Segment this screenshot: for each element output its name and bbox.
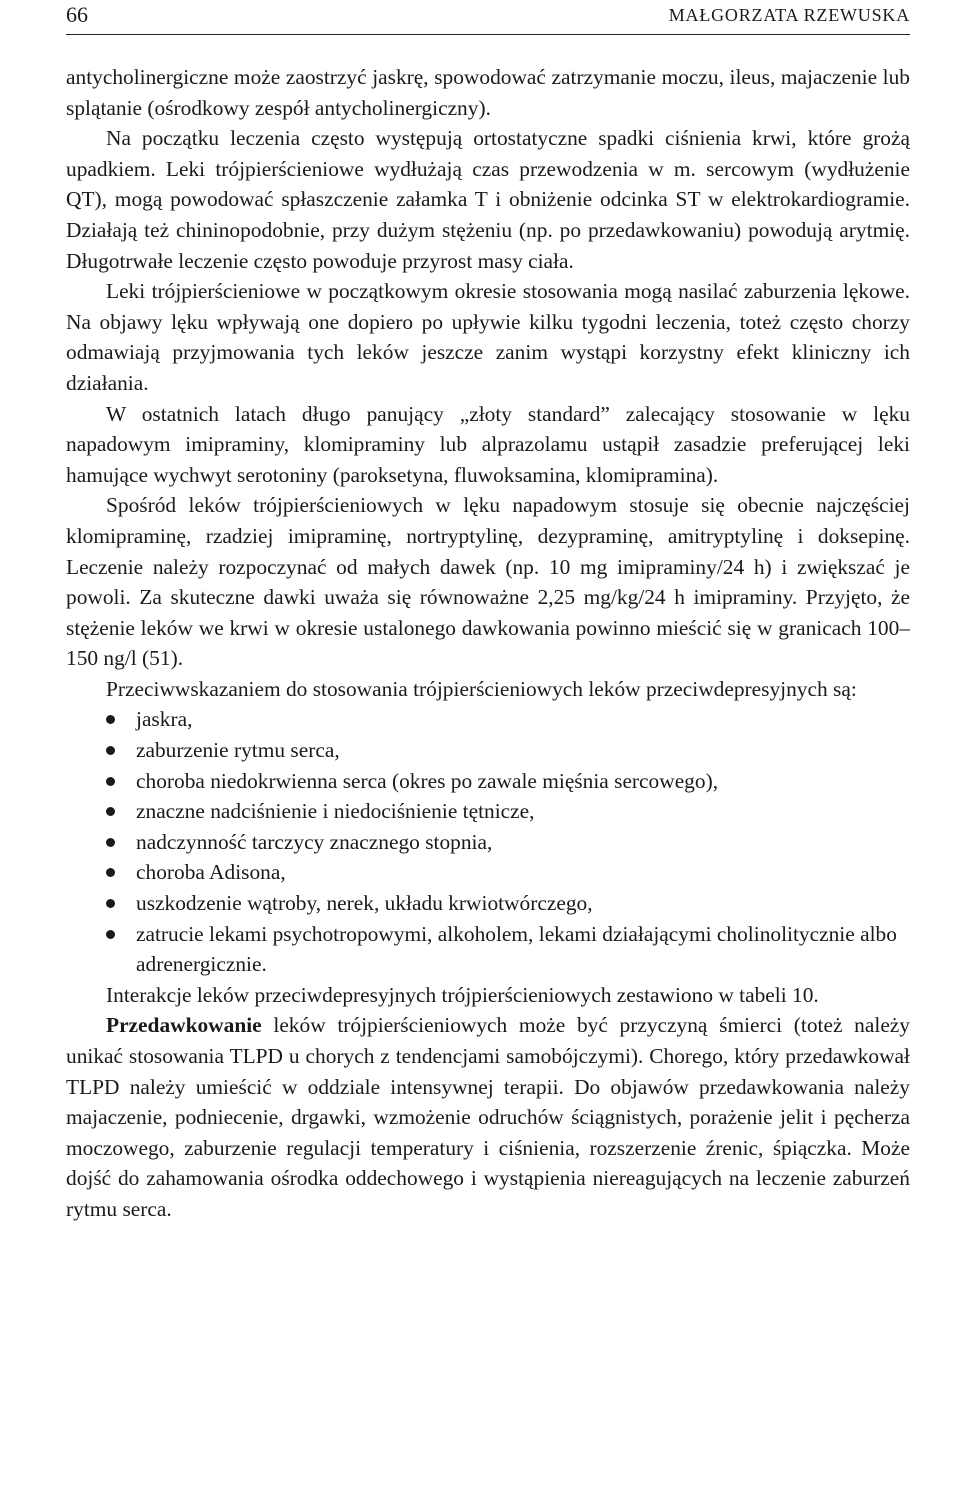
paragraph-gold-standard: W ostatnich latach długo panujący „złoty standard” zalecający stosowanie w lęku napadowym imipraminy, klomipraminy lub alprazolamu ustąpił zasadzie preferującej leki hamujące wychwyt serotoniny (paroksetyna, fluwoksamina, klomipramina). <box>66 401 910 487</box>
list-item <box>106 766 910 797</box>
overdose-term: Przedawkowanie <box>106 1013 262 1038</box>
list-item <box>106 857 910 888</box>
list-item <box>106 827 910 858</box>
running-head-author: MAŁGORZATA RZEWUSKA <box>668 5 910 25</box>
bullet-icon <box>106 715 115 724</box>
list-item-text: uszkodzenie wątroby, nerek, układu krwiotwórczego, <box>136 891 593 916</box>
paragraph-contraindications-intro: Przeciwwskazaniem do stosowania trójpierścieniowych leków przeciwdepresyjnych są: <box>106 676 857 701</box>
page-header <box>66 0 910 35</box>
list-item <box>106 704 910 735</box>
paragraph-orthostatic: Na początku leczenia często występują ortostatyczne spadki ciśnienia krwi, które grożą upadkiem. Leki trójpierścieniowe wydłużają czas przewodzenia w m. sercowym (wydłużenie QT), mogą powodować spłaszczenie załamka T i obniżenie odcinka ST w elektrokardiogramie. Działają też chininopodobnie, przy dużym stężeniu (np. po przedawkowaniu) powodują arytmię. Długotrwałe leczenie często powoduje przyrost masy ciała. <box>66 126 910 273</box>
list-item-text: nadczynność tarczycy znacznego stopnia, <box>136 829 493 854</box>
list-item <box>106 919 910 980</box>
paragraph-overdose <box>66 1010 910 1224</box>
body-text <box>66 62 910 1225</box>
bullet-icon <box>106 838 115 847</box>
bullet-icon <box>106 746 115 755</box>
list-item <box>106 735 910 766</box>
list-item-text: zaburzenie rytmu serca, <box>136 738 340 763</box>
bullet-icon <box>106 930 115 939</box>
list-item-text: zatrucie lekami psychotropowymi, alkoholem, lekami działającymi cholinolitycznie albo adrenergicznie. <box>136 921 897 977</box>
list-item-text: choroba Adisona, <box>136 860 286 885</box>
paragraph-dosing: Spośród leków trójpierścieniowych w lęku napadowym stosuje się obecnie najczęściej klomipraminę, rzadziej imipraminę, nortryptylinę, dezypraminę, amitryptylinę i doksepinę. Leczenie należy rozpoczynać od małych dawek (np. 10 mg imipraminy/24 h) i zwiększać je powoli. Za skuteczne dawki uważa się równoważne 2,25 mg/kg/24 h imipraminy. Przyjęto, że stężenie leków we krwi w okresie ustalonego dawkowania powinno mieścić się w granicach 100–150 ng/l (51). <box>66 493 910 671</box>
paragraph-anticholinergic: antycholinergiczne może zaostrzyć jaskrę, spowodować zatrzymanie moczu, ileus, majaczenie lub splątanie (ośrodkowy zespół antycholinergiczny). <box>66 65 910 120</box>
bullet-icon <box>106 868 115 877</box>
list-item-text: znaczne nadciśnienie i niedociśnienie tętnicze, <box>136 799 535 824</box>
list-item <box>106 888 910 919</box>
document-page <box>66 0 910 1225</box>
bullet-icon <box>106 899 115 908</box>
contraindications-list <box>66 704 910 979</box>
paragraph-interactions: Interakcje leków przeciwdepresyjnych trójpierścieniowych zestawiono w tabeli 10. <box>106 982 819 1007</box>
list-item <box>106 796 910 827</box>
overdose-text: leków trójpierścieniowych może być przyczyną śmierci (toteż należy unikać stosowania TLPD u chorych z tendencjami samobójczymi). Chorego, który przedawkował TLPD należy umieścić w oddziale intensywnej terapii. Do objawów przedawkowania należy majaczenie, podniecenie, drgawki, wzmożenie odruchów ściągnistych, porażenie jelit i pęcherza moczowego, zaburzenie regulacji temperatury i ciśnienia, rozszerzenie źrenic, śpiączka. Może dojść do zahamowania ośrodka oddechowego i wystąpienia niereagujących na leczenie zaburzeń rytmu serca. <box>66 1013 910 1221</box>
bullet-icon <box>106 777 115 786</box>
paragraph-anxiety: Leki trójpierścieniowe w początkowym okresie stosowania mogą nasilać zaburzenia lękowe. Na objawy lęku wpływają one dopiero po upływie kilku tygodni leczenia, toteż często chorzy odmawiają przyjmowania tych leków jeszcze zanim wystąpi korzystny efekt kliniczny ich działania. <box>66 279 910 395</box>
page-number: 66 <box>66 2 88 27</box>
list-item-text: choroba niedokrwienna serca (okres po zawale mięśnia sercowego), <box>136 768 719 793</box>
list-item-text: jaskra, <box>136 707 193 732</box>
bullet-icon <box>106 807 115 816</box>
